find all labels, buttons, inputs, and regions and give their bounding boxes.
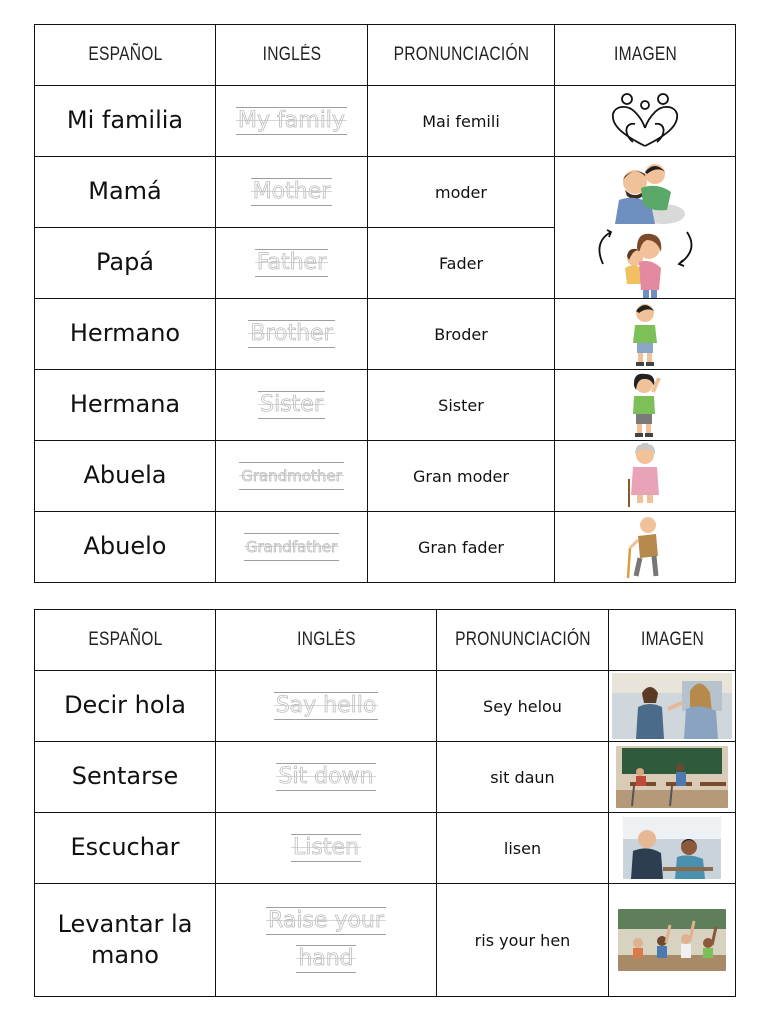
spanish-word: Mamá <box>35 157 216 228</box>
spanish-word: Hermana <box>35 370 216 441</box>
brother-boy-illustration <box>627 301 663 367</box>
table-row <box>35 370 736 441</box>
grandfather-illustration <box>622 514 668 580</box>
image-cell <box>555 299 736 370</box>
table-row <box>35 228 736 299</box>
english-tracing-phrase: Listen <box>293 835 359 860</box>
sister-girl-illustration <box>627 372 663 438</box>
pronunciation-text: lisen <box>437 813 609 884</box>
table-row <box>35 441 736 512</box>
image-cell <box>555 441 736 512</box>
pronunciation-text: Mai femili <box>368 86 555 157</box>
table-row <box>35 742 736 813</box>
english-tracing-cell <box>216 813 437 884</box>
english-tracing-word: My family <box>238 108 345 133</box>
english-tracing-word: Grandfather <box>244 533 339 561</box>
pronunciation-text: Gran moder <box>368 441 555 512</box>
english-tracing-lines <box>266 907 386 973</box>
english-tracing-cell <box>216 86 368 157</box>
image-cell <box>555 370 736 441</box>
pronunciation-text: Sister <box>368 370 555 441</box>
classroom-sitting-photo <box>616 746 728 808</box>
table-row <box>35 299 736 370</box>
header-image: IMAGEN <box>571 25 719 86</box>
image-cell <box>609 813 736 884</box>
english-tracing-word: Grandmother <box>239 462 344 490</box>
header-image: IMAGEN <box>620 610 724 671</box>
table-row <box>35 512 736 583</box>
image-cell <box>555 512 736 583</box>
spanish-word: Abuela <box>35 441 216 512</box>
table-row <box>35 813 736 884</box>
pronunciation-text: Sey helou <box>437 671 609 742</box>
english-tracing-cell <box>216 742 437 813</box>
english-tracing-phrase-line-1: Raise your <box>268 908 384 933</box>
english-tracing-phrase-line-2: hand <box>298 946 354 971</box>
table-row <box>35 884 736 997</box>
table-row <box>35 157 736 228</box>
father-and-son-illustration <box>605 160 685 224</box>
english-tracing-cell <box>216 228 368 299</box>
spanish-phrase: Levantar la mano <box>35 884 216 997</box>
listening-teacher-photo <box>623 817 721 879</box>
english-tracing-cell <box>216 512 368 583</box>
english-tracing-cell <box>216 884 437 997</box>
header-english: INGLÉS <box>235 610 416 671</box>
image-cell <box>555 86 736 157</box>
english-tracing-word: Mother <box>252 179 331 204</box>
header-english: INGLÉS <box>229 25 354 86</box>
table-header-row <box>35 25 736 86</box>
pronunciation-text: Gran fader <box>368 512 555 583</box>
english-tracing-word: Father <box>256 250 327 275</box>
greeting-photo <box>612 673 732 739</box>
english-tracing-word: Sister <box>260 392 323 417</box>
image-cell <box>609 884 736 997</box>
image-cell <box>555 157 736 228</box>
pronunciation-text: moder <box>368 157 555 228</box>
table-row <box>35 671 736 742</box>
header-pronunciation: PRONUNCIACIÓN <box>452 610 593 671</box>
english-tracing-cell <box>216 157 368 228</box>
pronunciation-text: Fader <box>368 228 555 299</box>
grandmother-illustration <box>625 443 665 509</box>
pronunciation-text: Broder <box>368 299 555 370</box>
english-tracing-cell <box>216 671 437 742</box>
spanish-phrase: Decir hola <box>35 671 216 742</box>
english-tracing-cell <box>216 299 368 370</box>
spanish-word: Abuelo <box>35 512 216 583</box>
header-pronunciation: PRONUNCIACIÓN <box>384 25 537 86</box>
image-cell <box>609 742 736 813</box>
spanish-word: Papá <box>35 228 216 299</box>
english-tracing-cell <box>216 441 368 512</box>
image-cell <box>555 228 736 299</box>
english-tracing-phrase: Say hello <box>275 693 377 718</box>
spanish-phrase: Sentarse <box>35 742 216 813</box>
spanish-word: Hermano <box>35 299 216 370</box>
english-tracing-phrase: Sit down <box>278 764 374 789</box>
header-spanish: ESPAÑOL <box>51 25 199 86</box>
pronunciation-text: sit daun <box>437 742 609 813</box>
english-tracing-word: Brother <box>250 321 333 346</box>
mother-and-child-illustration <box>585 228 705 298</box>
spanish-phrase: Escuchar <box>35 813 216 884</box>
table-header-row <box>35 610 736 671</box>
table-row <box>35 86 736 157</box>
classroom-vocabulary-table <box>34 609 736 997</box>
pronunciation-text: ris your hen <box>437 884 609 997</box>
family-hearts-icon <box>605 90 685 152</box>
spanish-word: Mi familia <box>35 86 216 157</box>
family-vocabulary-table <box>34 24 736 583</box>
raising-hands-photo <box>618 909 726 971</box>
header-spanish: ESPAÑOL <box>51 610 199 671</box>
english-tracing-cell <box>216 370 368 441</box>
image-cell <box>609 671 736 742</box>
